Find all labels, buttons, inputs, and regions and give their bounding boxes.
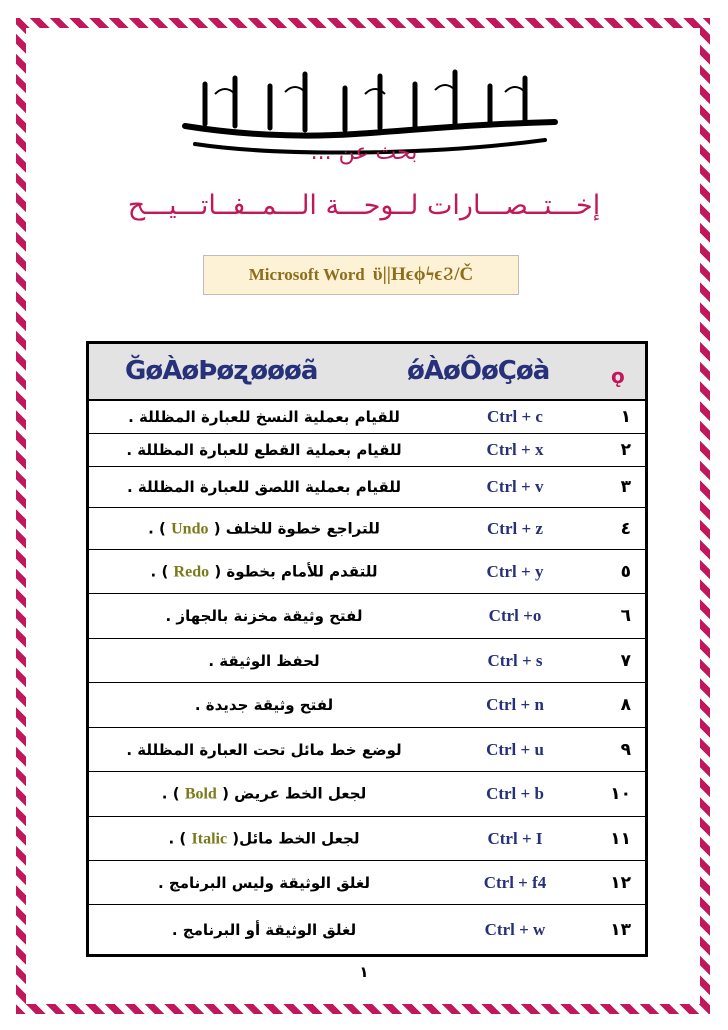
- row-description: [99, 785, 429, 804]
- app-garbled-label: ϋ||ΗϵϕϟϵϨ/Č: [372, 264, 474, 285]
- app-name: Microsoft Word: [248, 265, 365, 284]
- desc-english-term: Undo: [171, 520, 209, 537]
- row-description: لوضع خط مائل تحت العبارة المظللة .: [126, 740, 402, 759]
- table-row: [89, 772, 645, 817]
- row-number: ٦: [620, 606, 631, 626]
- desc-text: ) .: [161, 784, 180, 803]
- header-number: ǫ: [611, 364, 625, 388]
- table-row: [89, 905, 645, 954]
- table-row: [89, 728, 645, 772]
- table-row: [89, 508, 645, 550]
- row-number: ١: [620, 407, 631, 427]
- table-row: [89, 683, 645, 728]
- row-description: [99, 829, 429, 848]
- table-row: [89, 467, 645, 508]
- row-shortcut: Ctrl + x: [486, 440, 544, 459]
- page-title: إخـــتــصـــارات لــوحـــة الـــمــفــاتـــيـــح: [127, 190, 601, 221]
- row-number: ٣: [620, 477, 631, 497]
- table-row: [89, 594, 645, 639]
- row-shortcut: Ctrl + z: [487, 518, 543, 538]
- row-number: ١٠: [610, 784, 631, 804]
- row-shortcut: Ctrl + c: [487, 407, 543, 426]
- desc-text: ) .: [168, 829, 187, 847]
- row-description: [99, 562, 429, 581]
- row-description: لغلق الوثيقة وليس البرنامج .: [157, 873, 371, 892]
- row-description: للقيام بعملية اللصق للعبارة المظللة .: [126, 478, 402, 496]
- row-shortcut: Ctrl + f4: [483, 872, 547, 892]
- table-row: [89, 639, 645, 683]
- header-description: ĞøÀøÞøʐøøøã: [125, 356, 318, 386]
- table-row: [89, 817, 645, 861]
- row-number: ٤: [620, 518, 631, 539]
- row-number: ٥: [620, 561, 631, 582]
- row-number: ١١: [610, 828, 631, 849]
- row-number: ٨: [620, 695, 631, 715]
- header-shortcut: ǿÀøÔøÇøà: [407, 356, 550, 386]
- desc-english-term: Redo: [173, 563, 210, 580]
- table-row: [89, 434, 645, 467]
- desc-english-term: Italic: [191, 830, 228, 847]
- table-row: [89, 861, 645, 905]
- shortcuts-table: [86, 341, 648, 957]
- table-row: [89, 550, 645, 594]
- row-shortcut: Ctrl +o: [488, 606, 542, 625]
- row-description: للقيام بعملية القطع للعبارة المظللة .: [126, 441, 402, 459]
- page-number: ١: [359, 963, 369, 981]
- row-number: ٢: [620, 440, 631, 460]
- row-number: ٧: [620, 650, 631, 671]
- desc-english-term: Bold: [184, 785, 217, 803]
- application-label-box: [203, 255, 519, 295]
- desc-text: للتراجع خطوة للخلف (: [213, 519, 380, 537]
- row-shortcut: Ctrl + v: [486, 477, 544, 496]
- row-description: لغلق الوثيقة أو البرنامج .: [171, 920, 357, 939]
- row-number: ٩: [620, 739, 631, 760]
- row-number: ١٣: [610, 919, 631, 940]
- row-description: لفتح وثيقة جديدة .: [194, 696, 334, 714]
- table-row: [89, 401, 645, 434]
- desc-text: لجعل الخط مائل(: [232, 829, 360, 847]
- row-shortcut: Ctrl + u: [486, 739, 544, 759]
- desc-text: ) .: [148, 519, 166, 537]
- table-header: [89, 344, 645, 401]
- row-description: للقيام بعملية النسخ للعبارة المظللة .: [128, 408, 400, 426]
- row-description: [99, 519, 429, 538]
- search-line: بحث عن ...: [310, 140, 418, 165]
- desc-text: للتقدم للأمام بخطوة (: [214, 562, 378, 580]
- row-number: ١٢: [610, 872, 631, 893]
- row-shortcut: Ctrl + w: [484, 919, 546, 939]
- row-description: لفتح وثيقة مخزنة بالجهاز .: [165, 607, 363, 625]
- row-shortcut: Ctrl + s: [487, 650, 543, 670]
- row-description: لحفظ الوثيقة .: [208, 651, 320, 670]
- row-shortcut: Ctrl + b: [486, 784, 544, 803]
- row-shortcut: Ctrl + n: [486, 695, 544, 714]
- row-shortcut: Ctrl + y: [486, 561, 544, 581]
- row-shortcut: Ctrl + I: [487, 828, 543, 848]
- desc-text: ) .: [150, 562, 169, 580]
- desc-text: لجعل الخط عريض (: [222, 784, 367, 803]
